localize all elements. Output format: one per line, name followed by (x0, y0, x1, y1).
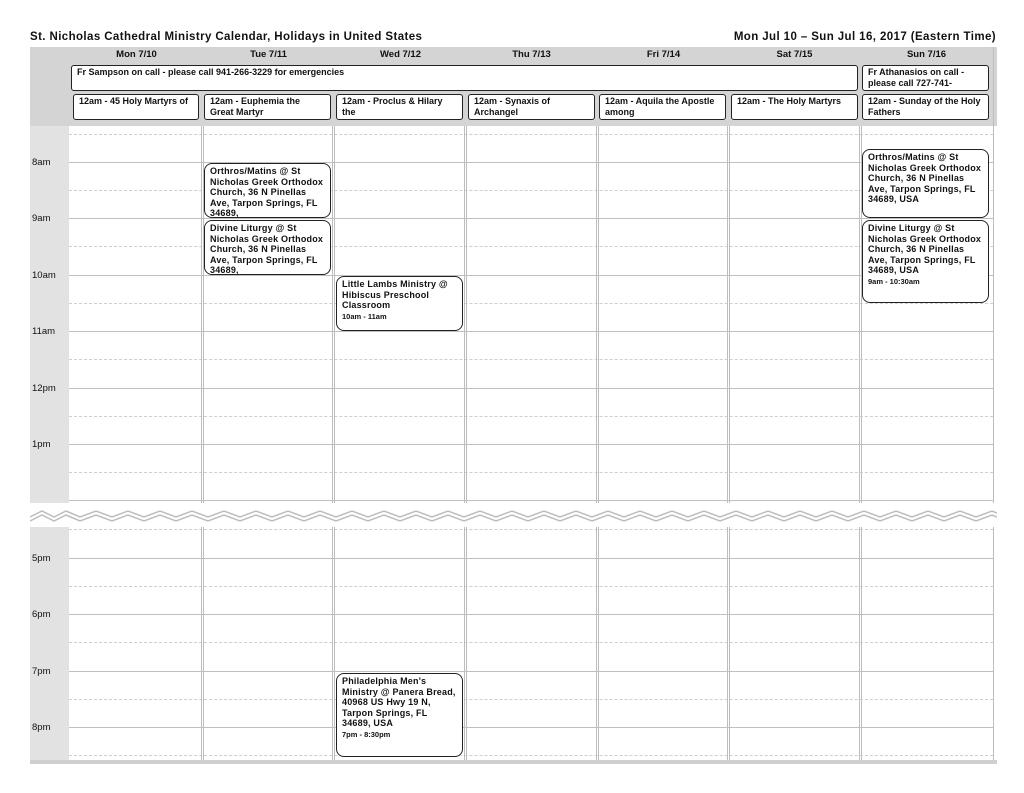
on-call-banner-sunday[interactable]: Fr Athanasios on call - please call 727-741- (862, 65, 989, 91)
time-label-9am: 9am (32, 213, 51, 224)
event-wed-philadelphia-mens-ministry[interactable] (336, 673, 463, 757)
half-hour-line (69, 529, 993, 530)
time-label-1pm: 1pm (32, 439, 51, 450)
all-day-event-tue[interactable]: 12am - Euphemia the Great Martyr (204, 94, 331, 120)
all-day-event-sat[interactable]: 12am - The Holy Martyrs (731, 94, 858, 120)
hour-line (69, 500, 993, 501)
hour-line (69, 727, 993, 728)
time-label-7pm: 7pm (32, 666, 51, 677)
day-header-fri: Fri 7/14 (646, 49, 681, 60)
half-hour-line (69, 416, 993, 417)
all-day-event-sun[interactable]: 12am - Sunday of the Holy Fathers (862, 94, 989, 120)
hour-line (69, 331, 993, 332)
day-separator (596, 126, 599, 760)
time-label-10am: 10am (32, 270, 56, 281)
hour-line (69, 558, 993, 559)
event-wed-little-lambs[interactable] (336, 276, 463, 331)
day-header-thu: Thu 7/13 (512, 49, 551, 60)
event-title: Divine Liturgy @ St Nicholas Greek Orthodox Church, 36 N Pinellas Ave, Tarpon Springs, FL 34689, USA (868, 223, 982, 275)
all-day-event-thu[interactable]: 12am - Synaxis of Archangel (468, 94, 595, 120)
event-title: Orthros/Matins @ St Nicholas Greek Orthodox Church, 36 N Pinellas Ave, Tarpon Springs, FL 34689, USA (868, 152, 982, 204)
event-tue-orthros[interactable] (204, 163, 331, 218)
day-separator (464, 126, 467, 760)
half-hour-line (69, 359, 993, 360)
half-hour-line (69, 586, 993, 587)
event-time: 9am - 10:30am (868, 276, 920, 286)
time-label-8am: 8am (32, 157, 51, 168)
all-day-event-mon[interactable]: 12am - 45 Holy Martyrs of (73, 94, 199, 120)
calendar-grid (30, 126, 997, 764)
all-day-event-fri[interactable]: 12am - Aquila the Apostle among (599, 94, 726, 120)
grid-bottom-edge (30, 760, 997, 764)
on-call-banner-weekday[interactable]: Fr Sampson on call - please call 941-266-3229 for emergencies (71, 65, 858, 91)
hour-line (69, 218, 993, 219)
half-hour-line (69, 134, 993, 135)
day-separator (727, 126, 730, 760)
day-header-mon: Mon 7/10 (116, 49, 157, 60)
time-label-11am: 11am (32, 326, 56, 337)
event-time: 7pm - 8:30pm (342, 729, 391, 739)
half-hour-line (69, 755, 993, 756)
hour-line (69, 614, 993, 615)
day-separator (859, 126, 862, 760)
event-sun-divine-liturgy[interactable] (862, 220, 989, 303)
time-label-5pm: 5pm (32, 553, 51, 564)
event-title: Orthros/Matins @ St Nicholas Greek Orthodox Church, 36 N Pinellas Ave, Tarpon Springs, FL 34689, (210, 166, 324, 218)
grid-right-edge (993, 47, 994, 764)
calendar-title: St. Nicholas Cathedral Ministry Calendar, Holidays in United States (30, 31, 423, 43)
time-label-12pm: 12pm (32, 383, 56, 394)
event-time: 10am - 11am (342, 311, 387, 321)
hour-line (69, 275, 993, 276)
half-hour-line (69, 642, 993, 643)
day-header-wed: Wed 7/12 (379, 49, 421, 60)
event-title: Divine Liturgy @ St Nicholas Greek Orthodox Church, 36 N Pinellas Ave, Tarpon Springs, FL 34689, (210, 223, 324, 275)
all-day-event-wed[interactable]: 12am - Proclus & Hilary the (336, 94, 463, 120)
day-header-sat: Sat 7/15 (776, 49, 813, 60)
hour-line (69, 671, 993, 672)
half-hour-line (69, 303, 993, 304)
day-header-sun: Sun 7/16 (906, 49, 947, 60)
event-tue-divine-liturgy[interactable] (204, 220, 331, 275)
time-label-8pm: 8pm (32, 722, 51, 733)
event-title: Philadelphia Men's Ministry @ Panera Bread, 40968 US Hwy 19 N, Tarpon Springs, FL 34689, USA (342, 676, 456, 728)
hour-line (69, 388, 993, 389)
day-header-tue: Tue 7/11 (250, 49, 287, 60)
time-label-6pm: 6pm (32, 609, 51, 620)
half-hour-line (69, 699, 993, 700)
hour-line (69, 444, 993, 445)
date-range: Mon Jul 10 – Sun Jul 16, 2017 (Eastern Time) (733, 31, 996, 43)
day-separator (201, 126, 204, 760)
half-hour-line (69, 472, 993, 473)
day-separator (332, 126, 335, 760)
event-title: Little Lambs Ministry @ Hibiscus Preschool Classroom (342, 279, 448, 310)
time-break-divider (30, 503, 997, 527)
event-sun-orthros[interactable] (862, 149, 989, 218)
